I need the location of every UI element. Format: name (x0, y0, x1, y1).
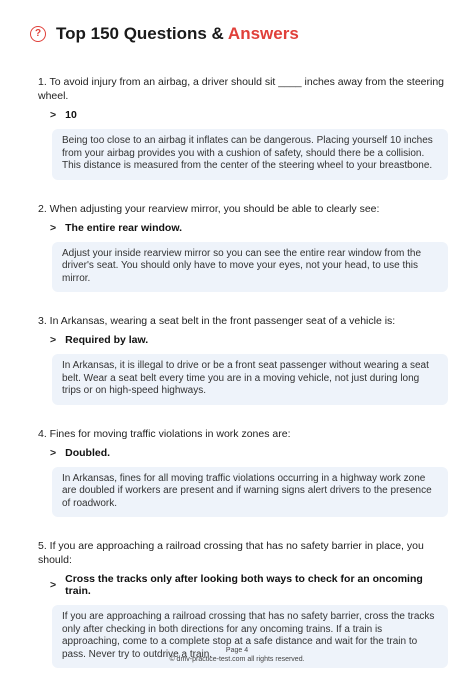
answer-text: Doubled. (65, 446, 111, 459)
answer-text: Required by law. (65, 334, 149, 346)
question-item-1 (38, 75, 448, 180)
answer-line (50, 222, 448, 234)
question-text: 3. In Arkansas, wearing a seat belt in the front passenger seat of a vehicle is: (38, 315, 396, 327)
page-footer (0, 646, 474, 664)
title-accent: Answers (227, 24, 299, 43)
question-text: 5. If you are approaching a railroad crossing that has no safety barrier in place, you should: (38, 540, 424, 566)
question-item-3 (38, 314, 448, 405)
chevron-right-icon: > (50, 221, 57, 234)
page-number: Page 4 (225, 647, 249, 654)
explanation-box: If you are approaching a railroad crossing that has no safety barrier, cross the tracks only after checking in both directions for any oncoming trains. If a train is approaching, come to a complete stop at a safe distance and wait for the train to pass. Never try to outdrive a train. (52, 605, 448, 668)
question-item-2 (38, 202, 448, 293)
answer-line (50, 109, 448, 121)
question-text: 1. To avoid injury from an airbag, a driver should sit ____ inches away from the steering wheel. (38, 76, 445, 102)
page-title (56, 24, 299, 44)
question-text: 2. When adjusting your rearview mirror, you should be able to clearly see: (38, 202, 380, 215)
explanation-box: Being too close to an airbag it inflates can be dangerous. Placing yourself 10 inches from your airbag provides you with a cushion of safety, should there be a collision. This distance is measured from the center of the steering wheel to your breastbone. (52, 129, 448, 180)
question-text: 4. Fines for moving traffic violations in work zones are: (38, 427, 291, 440)
answer-line (50, 573, 448, 597)
question-list (38, 75, 448, 690)
explanation-box: In Arkansas, it is illegal to drive or be a front seat passenger without wearing a seat belt. Wear a seat belt every time you are in a moving vehicle, not just during long trips or on high-speed highways. (52, 354, 448, 405)
answer-text: 10 (65, 109, 77, 121)
answer-line (50, 334, 448, 346)
explanation-box: In Arkansas, fines for all moving traffic violations occurring in a highway work zone are doubled if workers are present and if warning signs alert drivers to the presence of roadwork. (52, 467, 448, 518)
chevron-right-icon: > (50, 334, 57, 346)
chevron-right-icon: > (50, 109, 57, 121)
chevron-right-icon: > (50, 446, 57, 459)
answer-text: The entire rear window. (65, 221, 183, 234)
question-item-4 (38, 427, 448, 518)
answer-line (50, 447, 448, 459)
title-main: Top 150 Questions & (56, 24, 228, 43)
copyright-text: © dmv-practice-test.com all rights reserved. (169, 656, 305, 663)
page-header (30, 24, 299, 44)
answer-text: Cross the tracks only after looking both ways to check for an oncoming train. (65, 573, 423, 597)
question-circle-icon: ? (30, 26, 46, 42)
chevron-right-icon: > (50, 579, 57, 591)
explanation-box: Adjust your inside rearview mirror so you can see the entire rear window from the driver's seat. You should only have to move your eyes, not your head, to use this mirror. (52, 242, 448, 293)
